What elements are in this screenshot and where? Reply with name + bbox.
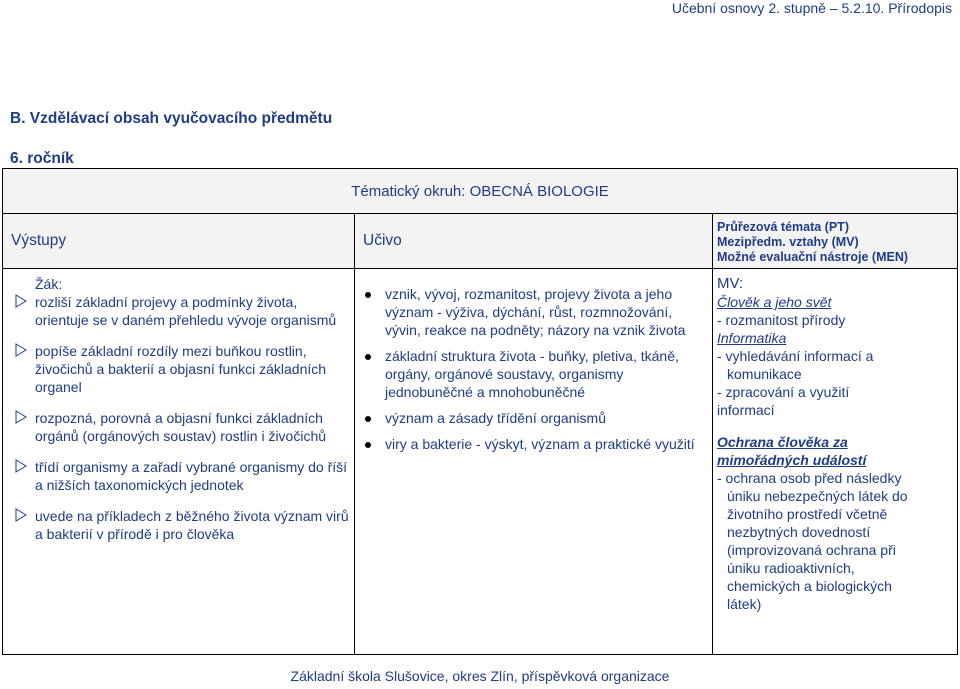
pt-body-line2: úniku nebezpečných látek do <box>727 488 908 504</box>
curriculum-list <box>359 285 706 453</box>
curriculum-text: význam a zásady třídění organismů <box>385 410 606 426</box>
pt-body-line6: úniku radioaktivních, <box>727 560 855 576</box>
output-text: rozpozná, porovná a objasní funkci základních orgánů (orgánových soustav) rostlin i živočichů <box>35 410 327 444</box>
output-text: uvede na příkladech z běžného života význam virů a bakterií v přírodě i pro člověka <box>35 508 349 542</box>
pt-body-line8: látek) <box>727 596 762 612</box>
mv-topic-clovek-line: - rozmanitost přírody <box>717 312 846 328</box>
pt-body-line5: (improvizovaná ochrana při <box>727 542 896 558</box>
outputs-list <box>7 293 350 543</box>
arrow-bullet-icon <box>15 343 27 357</box>
grade-title: 6. ročník <box>10 150 74 167</box>
bullet-dot-icon <box>365 354 371 360</box>
mv-informatika-line1: - vyhledávání informací a <box>717 348 874 364</box>
topic-cell <box>3 169 958 214</box>
header-curriculum-cell <box>355 214 713 269</box>
header-cross-line2: Mezipředm. vztahy (MV) <box>717 235 859 249</box>
pt-body-line3: životního prostředí včetně <box>727 506 888 522</box>
outputs-cell <box>3 269 355 655</box>
pt-body-line4: nezbytných dovedností <box>727 524 871 540</box>
bullet-dot-icon <box>365 292 371 298</box>
bullet-dot-icon <box>365 442 371 448</box>
header-outputs-cell <box>3 214 355 269</box>
output-item <box>7 507 350 543</box>
curriculum-text: vznik, vývoj, rozmanitost, projevy života a jeho význam - výživa, dýchání, růst, rozmnožování, vývin, reakce na podněty; názory na vznik života <box>385 286 686 338</box>
pt-body-line1: - ochrana osob před následky <box>717 470 902 486</box>
output-text: třídí organismy a zařadí vybrané organismy do říší a nižších taxonomických jednotek <box>35 459 348 493</box>
header-cross <box>713 214 957 265</box>
curriculum-item <box>359 409 706 427</box>
bullet-dot-icon <box>365 416 371 422</box>
header-cross-line3: Možné evaluační nástroje (MEN) <box>717 250 909 264</box>
mv-informatika-line4: informací <box>717 402 775 418</box>
curriculum-cell <box>355 269 713 655</box>
output-item <box>7 458 350 494</box>
curriculum-item <box>359 347 706 401</box>
arrow-bullet-icon <box>15 294 27 308</box>
mv-topic-clovek: Člověk a jeho svět <box>717 294 832 310</box>
header-outputs: Výstupy <box>11 232 67 249</box>
curriculum-item <box>359 435 706 453</box>
mv-label: MV: <box>717 275 744 292</box>
pt-body-line7: chemických a biologických <box>727 578 892 594</box>
mv-topic-informatika: Informatika <box>717 330 787 346</box>
output-item <box>7 293 350 329</box>
arrow-bullet-icon <box>15 508 27 522</box>
output-text: popíše základní rozdíly mezi buňkou rostlin, živočichů a bakterií a objasní funkci základních organel <box>35 343 327 395</box>
curriculum-text: viry a bakterie - výskyt, význam a praktické využití <box>385 436 695 452</box>
mv-informatika-line3: - zpracování a využití <box>717 384 850 400</box>
curriculum-table <box>2 168 958 655</box>
page-footer: Základní škola Slušovice, okres Zlín, příspěvková organizace <box>290 668 670 684</box>
curriculum-text: základní struktura života - buňky, pletiva, tkáně, orgány, orgánové soustavy, organismy jednobuněčné a mnohobuněčné <box>385 348 679 400</box>
document-header: Učební osnovy 2. stupně – 5.2.10. Přírodopis <box>671 0 952 16</box>
arrow-bullet-icon <box>15 410 27 424</box>
arrow-bullet-icon <box>15 459 27 473</box>
header-cross-cell <box>713 214 958 269</box>
pt-title-line2: mimořádných událostí <box>717 452 867 468</box>
output-item <box>7 342 350 396</box>
topic-title: Tématický okruh: OBECNÁ BIOLOGIE <box>351 182 609 200</box>
section-title: B. Vzdělávací obsah vyučovacího předmětu <box>10 110 333 127</box>
output-text: rozliší základní projevy a podmínky života, orientuje se v daném přehledu vývoje organismů <box>35 294 337 328</box>
pt-title-line1: Ochrana člověka za <box>717 434 848 450</box>
header-curriculum: Učivo <box>363 232 402 249</box>
output-item <box>7 409 350 445</box>
pupil-label: Žák: <box>35 276 63 292</box>
curriculum-item <box>359 285 706 339</box>
cross-cell <box>713 269 958 655</box>
header-cross-line1: Průřezová témata (PT) <box>717 220 849 234</box>
mv-informatika-line2: komunikace <box>727 366 802 382</box>
